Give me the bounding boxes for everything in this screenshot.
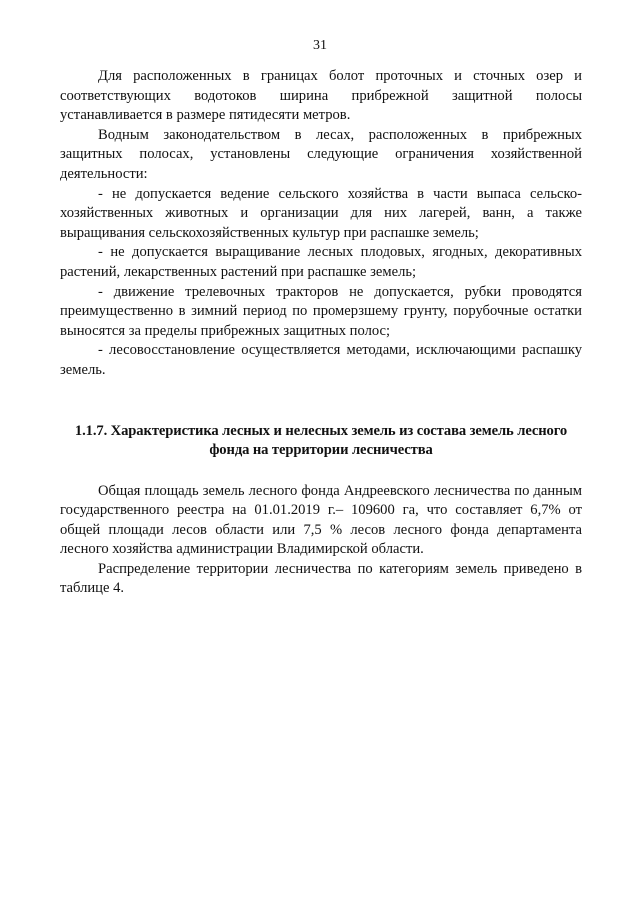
restriction-item-reforestation: - лесовосстановление осуществляется методами, исключающими распашку земель.: [60, 342, 582, 378]
paragraph-swamp-lakes: Для расположенных в границах болот проточных и сточных озер и соответствующих водотоков ширина прибрежной защитной полосы устанавливается в размере пятидесяти метров.: [60, 68, 582, 124]
restriction-item-cultivation: - не допускается выращивание лесных плодовых, ягодных, декоративных растений, лекарственных растений при распашке земель;: [60, 244, 582, 280]
paragraph-water-legislation: Водным законодательством в лесах, расположенных в прибрежных защитных полосах, установлены следующие ограничения хозяйственной деятельности:: [60, 126, 582, 182]
section-heading-line-2: фонда на территории лесничества: [209, 441, 433, 458]
section-heading-line-1: 1.1.7. Характеристика лесных и нелесных земель из состава земель лесного: [74, 422, 568, 439]
section-heading: [60, 422, 582, 460]
page-content: [60, 67, 582, 599]
spacer: [60, 460, 582, 482]
paragraph-table-reference: Распределение территории лесничества по категориям земель приведено в таблице 4.: [60, 560, 582, 597]
paragraph-total-area: Общая площадь земель лесного фонда Андреевского лесничества по данным государственного реестра на 01.01.2019 г.– 109600 га, что составляет 6,7% от общей площади лесов области или 7,5 % лесов лесного фонда департамента лесного хозяйства администрации Владимирской области.: [60, 482, 582, 558]
restriction-item-tractors: - движение трелевочных тракторов не допускается, рубки проводятся преимущественно в зимний период по промерзшему грунту, порубочные остатки выносятся за пределы прибрежных защитных полос;: [60, 283, 582, 339]
restriction-item-agriculture: - не допускается ведение сельского хозяйства в части выпаса сельско-хозяйственных животных и организации для них лагерей, ванн, а также выращивания сельскохозяйственных культур при распашке земель;: [60, 185, 582, 241]
page-number: 31: [313, 38, 327, 53]
